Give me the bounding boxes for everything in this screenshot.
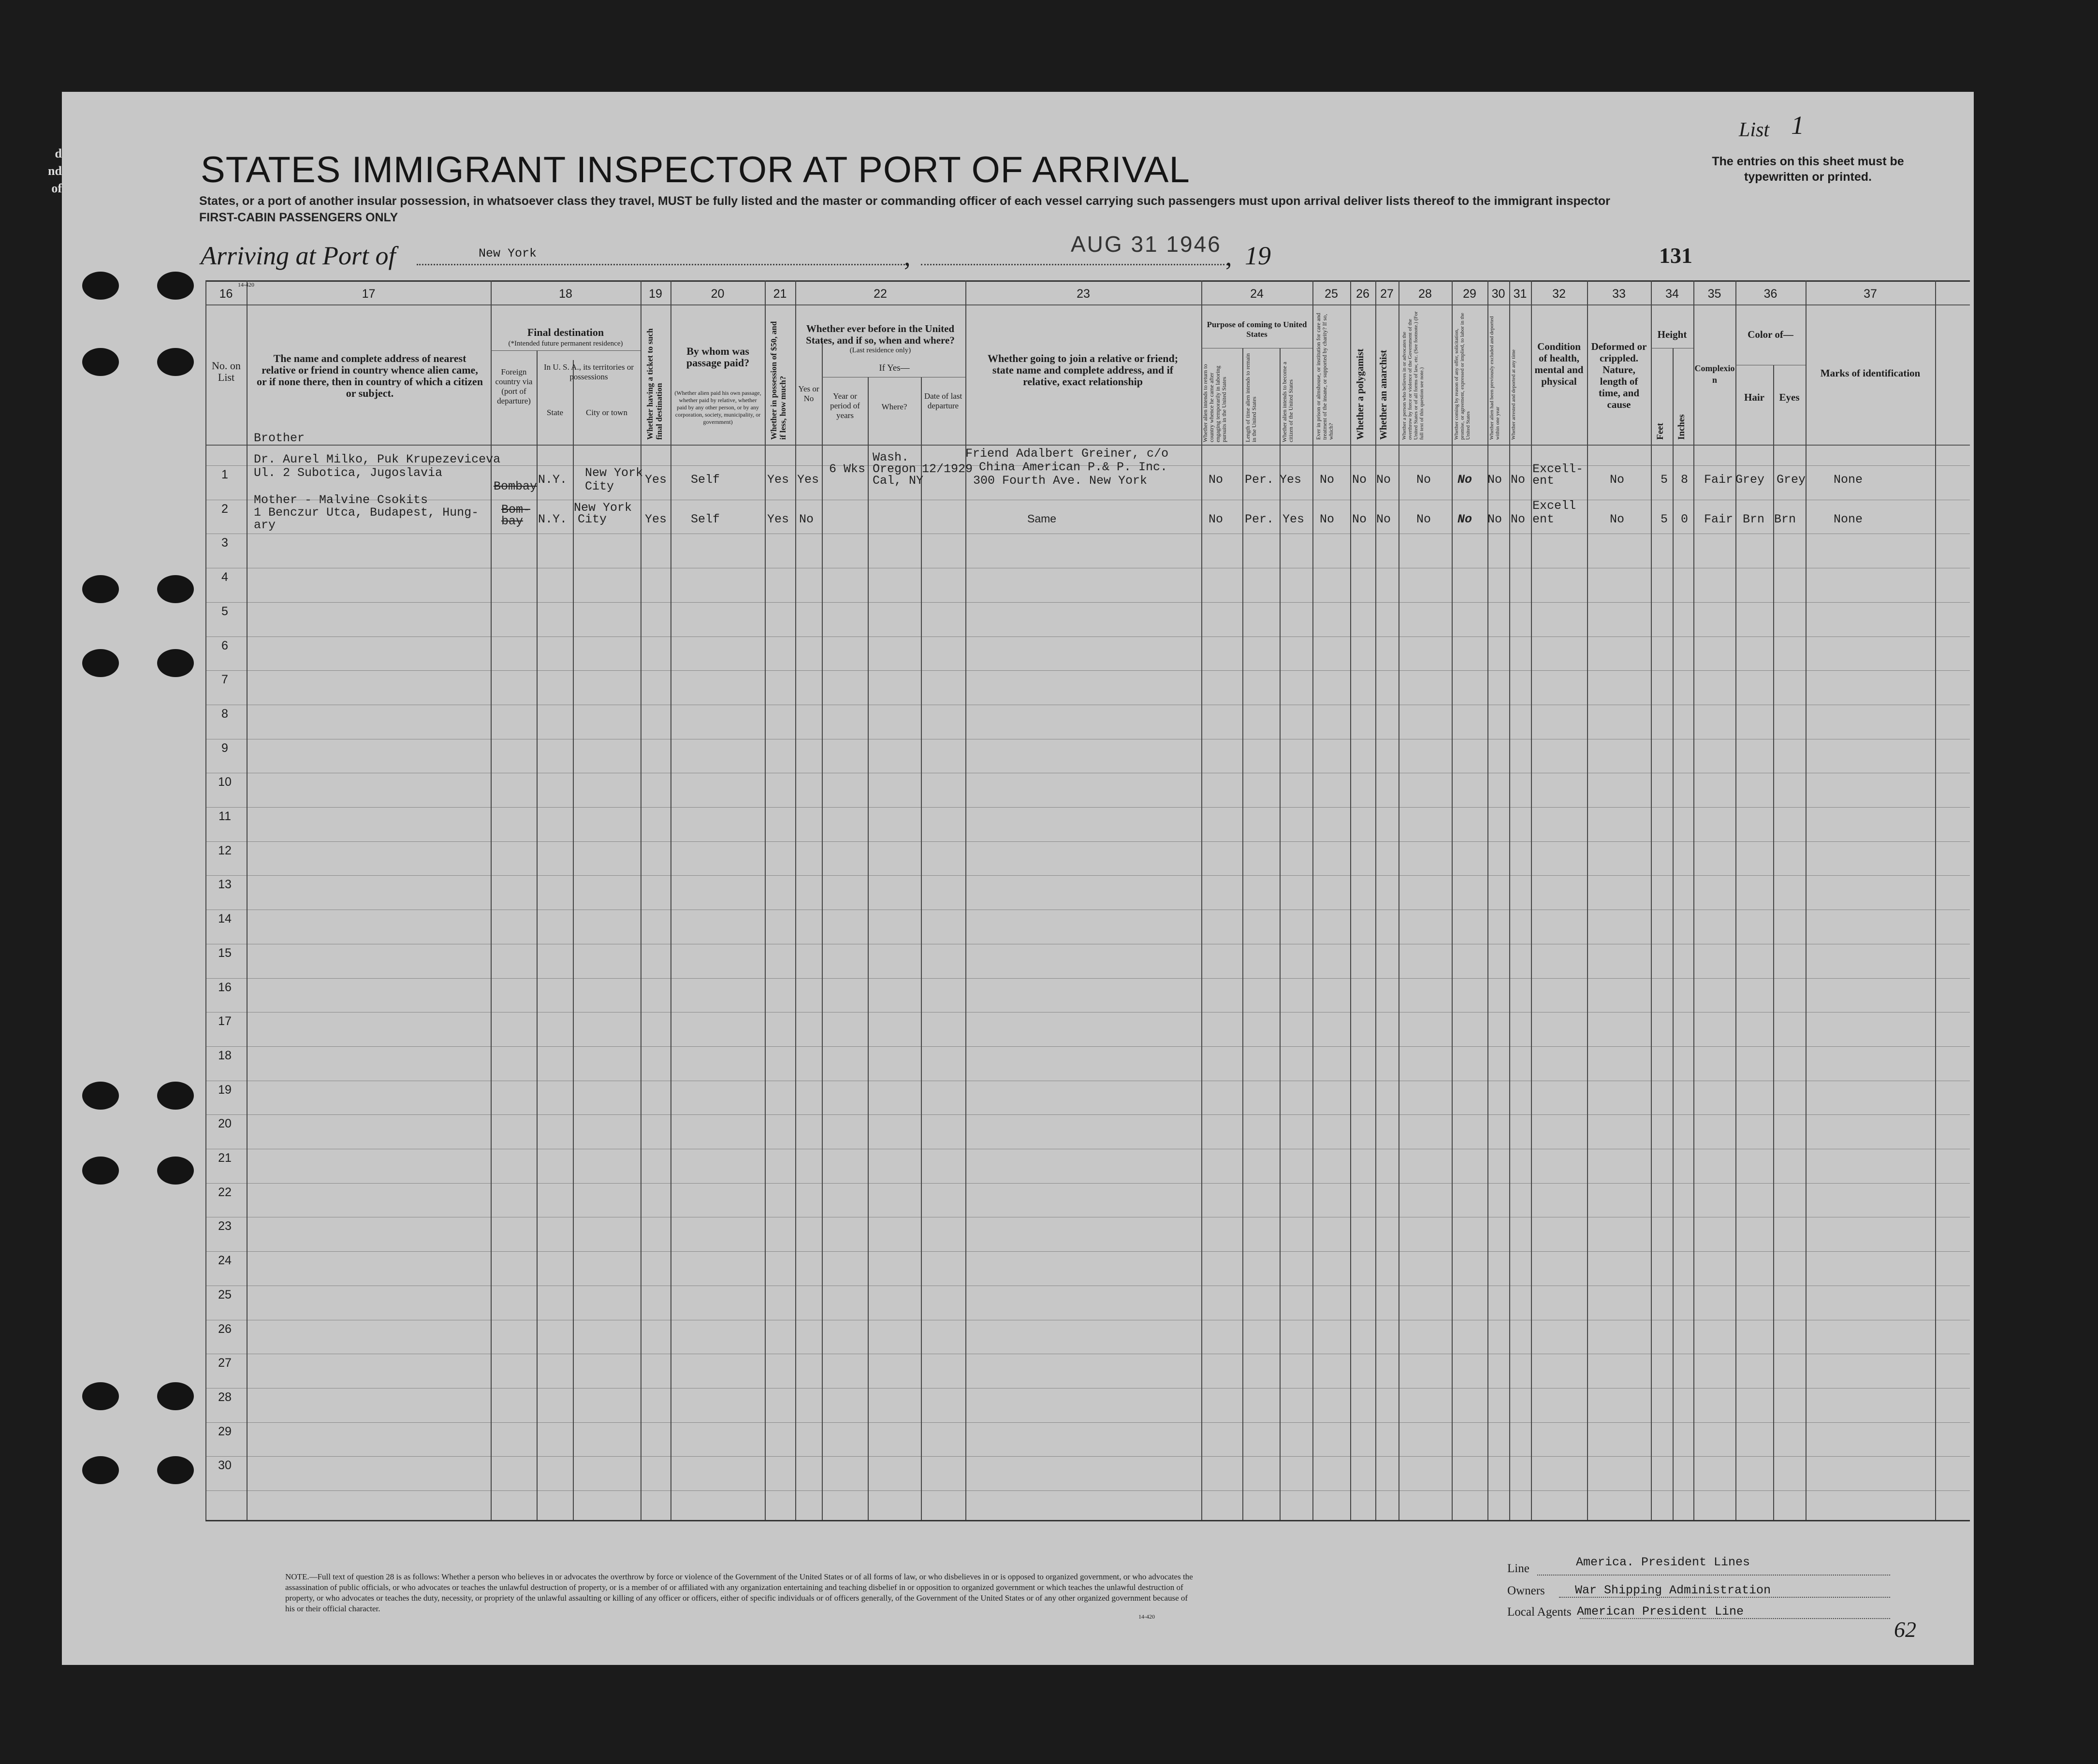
column-number: 29 bbox=[1463, 287, 1476, 301]
header-feet: Feet bbox=[1655, 423, 1665, 440]
line-dotted-rule bbox=[1537, 1575, 1890, 1576]
punch-hole bbox=[82, 348, 119, 376]
column-number: 25 bbox=[1325, 287, 1338, 301]
eyes-entry: Brn bbox=[1774, 512, 1796, 526]
header-final-destination: Final destination bbox=[527, 326, 604, 338]
polygamist-entry: No bbox=[1352, 473, 1367, 487]
punch-hole bbox=[82, 1157, 119, 1185]
fifty-entry: Yes bbox=[767, 512, 789, 526]
joining-entry: 300 Fourth Ave. New York bbox=[973, 474, 1148, 488]
header-hair: Hair bbox=[1744, 391, 1764, 403]
header-state: State bbox=[547, 408, 563, 417]
column-rule bbox=[1375, 280, 1376, 1520]
first-cabin-label: FIRST-CABIN PASSENGERS ONLY bbox=[199, 211, 398, 224]
header-if-yes: If Yes— bbox=[879, 363, 910, 373]
column-rule bbox=[1673, 348, 1674, 1520]
column-rule bbox=[1280, 348, 1281, 1520]
complexion-entry: Fair bbox=[1704, 512, 1734, 526]
port-value: New York bbox=[479, 246, 537, 260]
punch-hole bbox=[157, 348, 194, 376]
overthrow-entry: No bbox=[1416, 473, 1431, 487]
city-entry: New York bbox=[574, 501, 632, 515]
header-purpose: Purpose of coming to United States bbox=[1207, 320, 1307, 339]
purpose-length-entry: Per. bbox=[1245, 473, 1274, 487]
punch-hole bbox=[82, 1382, 119, 1410]
punch-hole bbox=[82, 272, 119, 300]
hair-entry: Grey bbox=[1735, 473, 1765, 487]
table-bottom-rule bbox=[205, 1520, 1970, 1521]
header-marks: Marks of identification bbox=[1820, 367, 1921, 379]
header-joining: Whether going to join a relative or friend; state name and complete address, and if relative, exact relationship bbox=[987, 352, 1179, 388]
row-rule bbox=[205, 1183, 1970, 1184]
where-entry: Cal, NY bbox=[873, 474, 924, 488]
row-rule bbox=[205, 1456, 1970, 1457]
column-rule bbox=[921, 377, 922, 1520]
overthrow-entry: No bbox=[1416, 512, 1431, 526]
row-number: 6 bbox=[221, 638, 228, 652]
complexion-entry: Fair bbox=[1704, 473, 1734, 487]
table-top-rule bbox=[205, 280, 1970, 282]
header-ever-before-note: (Last residence only) bbox=[849, 347, 911, 354]
column-rule bbox=[1350, 280, 1351, 1520]
column-rule bbox=[247, 280, 248, 1520]
arriving-label: Arriving at Port of bbox=[201, 241, 396, 270]
header-deported: Whether arrested and deported at any time bbox=[1511, 349, 1516, 440]
marks-entry: None bbox=[1834, 512, 1863, 526]
header-final-destination-note: (*Intended future permanent residence) bbox=[508, 340, 623, 347]
row-rule bbox=[205, 602, 1970, 603]
column-rule bbox=[1806, 280, 1807, 1520]
header-where: Where? bbox=[881, 402, 907, 411]
header-purpose-return: Whether alien intends to return to country whence he came after engaging temporarily in laboring pursuits in the United States bbox=[1202, 364, 1227, 442]
line-label: Line bbox=[1507, 1562, 1530, 1575]
row-number: 12 bbox=[218, 843, 232, 857]
period-entry: 6 Wks bbox=[829, 462, 866, 476]
anarchist-entry: No bbox=[1376, 512, 1391, 526]
header-relative-friend: The name and complete address of nearest relative or friend in country whence alien came, or if none there, then in country of which a citizen or subject. bbox=[257, 352, 483, 399]
column-number: 23 bbox=[1077, 287, 1090, 301]
header-color-of: Color of— bbox=[1748, 329, 1793, 340]
form-code: 14-420 bbox=[1138, 1613, 1155, 1620]
column-rule bbox=[573, 360, 574, 1520]
punch-hole bbox=[157, 1382, 194, 1410]
header-anarchist: Whether an anarchist bbox=[1378, 350, 1389, 440]
row-rule bbox=[205, 875, 1970, 876]
health-entry: ent bbox=[1532, 512, 1555, 526]
column-number: 18 bbox=[559, 287, 572, 301]
column-number-rule bbox=[205, 304, 1970, 305]
ever-before-entry: No bbox=[799, 512, 814, 526]
row-number: 4 bbox=[221, 570, 228, 584]
inches-entry: 8 bbox=[1681, 473, 1689, 487]
row-number: 20 bbox=[218, 1117, 232, 1131]
row-number: 26 bbox=[218, 1322, 232, 1336]
punch-hole bbox=[157, 575, 194, 603]
row-number: 19 bbox=[218, 1083, 232, 1097]
comma-separator: , bbox=[904, 242, 911, 271]
health-entry: Excell- bbox=[1532, 462, 1584, 476]
column-rule bbox=[1201, 280, 1202, 1520]
column-number: 28 bbox=[1418, 287, 1432, 301]
row-number: 8 bbox=[221, 707, 228, 721]
page-number: 131 bbox=[1659, 243, 1692, 268]
header-labor-offer: Whether coming by reason of any offer, solicitation, promise, or agreement, expressed or implied, to labor in the United States bbox=[1454, 313, 1471, 440]
header-eyes: Eyes bbox=[1779, 391, 1800, 403]
purpose-return-entry: No bbox=[1209, 473, 1224, 487]
relation-entry: Mother - Malvine Csokits bbox=[254, 493, 428, 507]
date-stamp: AUG 31 1946 bbox=[1071, 231, 1222, 257]
header-polygamist: Whether a polygamist bbox=[1355, 348, 1366, 440]
row-number: 17 bbox=[218, 1014, 232, 1028]
footnote-question-28: NOTE.—Full text of question 28 is as follows: Whether a person who believes in or advocates the overthrow by force or violence of the Government of the United States or of all forms of law, or who disbelieves in or is opposed to organized government, or who advocates the assassination of public officials, or who advocates or teaches the unlawful destruction of property, or is a member of or affiliated with any organization entertaining and teaching disbelief in or opposition to organized government or which teaches the unlawful destruction of property, or who advocates or teaches the duty, necessity, or propriety of the unlawful assaulting or killing of any officer or officers, either of specific individuals or of officers generally, of the Government of the United States or of any other organized government because of his or their official character. bbox=[285, 1572, 1193, 1613]
row-number: 27 bbox=[218, 1356, 232, 1370]
comma-separator: , bbox=[1225, 242, 1232, 271]
row-rule bbox=[205, 1251, 1970, 1252]
column-number: 17 bbox=[362, 287, 376, 301]
punch-hole bbox=[82, 1082, 119, 1110]
column-rule bbox=[1651, 280, 1652, 1520]
header-height: Height bbox=[1657, 329, 1687, 340]
deported-entry: No bbox=[1511, 512, 1526, 526]
row-rule bbox=[205, 1422, 1970, 1423]
header-bottom-rule bbox=[205, 445, 1970, 446]
relation-entry: Brother bbox=[254, 431, 305, 445]
row-number: 7 bbox=[221, 673, 228, 687]
punch-hole bbox=[82, 575, 119, 603]
health-entry: ent bbox=[1532, 474, 1555, 488]
date-dotted-line bbox=[921, 264, 1228, 265]
purpose-length-entry: Per. bbox=[1245, 512, 1274, 526]
column-rule bbox=[1693, 280, 1694, 1520]
header-city: City or town bbox=[586, 408, 627, 417]
column-number: 31 bbox=[1513, 287, 1527, 301]
column-number: 24 bbox=[1250, 287, 1264, 301]
excluded-entry: No bbox=[1487, 473, 1502, 487]
column-number: 36 bbox=[1763, 287, 1777, 301]
ticket-entry: Yes bbox=[645, 473, 667, 487]
inches-entry: 0 bbox=[1681, 512, 1689, 526]
row-number: 9 bbox=[221, 741, 228, 755]
row-number: 30 bbox=[218, 1459, 232, 1473]
punch-hole bbox=[82, 1456, 119, 1484]
header-sub-rule bbox=[491, 350, 641, 351]
paid-by-entry: Self bbox=[691, 473, 720, 487]
relative-address-entry: Ul. 2 Subotica, Jugoslavia bbox=[254, 466, 443, 480]
form-subtitle: States, or a port of another insular possession, in whatsoever class they travel, MUST be fully listed and the master or commanding officer of each vessel carrying such passengers must upon arrival deliver lists thereof to the immigrant inspector bbox=[199, 194, 1610, 208]
row-rule bbox=[205, 807, 1970, 808]
column-number: 20 bbox=[711, 287, 725, 301]
column-rule bbox=[1509, 280, 1510, 1520]
entries-note: The entries on this sheet must be typewritten or printed. bbox=[1712, 155, 1904, 184]
column-number: 33 bbox=[1612, 287, 1626, 301]
column-number: 26 bbox=[1356, 287, 1370, 301]
eyes-entry: Grey bbox=[1777, 473, 1806, 487]
agents-label: Local Agents bbox=[1507, 1605, 1572, 1619]
fifty-entry: Yes bbox=[767, 473, 789, 487]
torn-edge-text: d nd of bbox=[48, 146, 62, 195]
anarchist-entry: No bbox=[1376, 473, 1391, 487]
manifest-table bbox=[205, 280, 1970, 1520]
header-by-whom: By whom was passage paid? bbox=[686, 345, 750, 369]
city-entry: City bbox=[585, 479, 614, 493]
column-number: 27 bbox=[1380, 287, 1394, 301]
column-number: 22 bbox=[874, 287, 887, 301]
form-title: STATES IMMIGRANT INSPECTOR AT PORT OF ARRIVAL bbox=[201, 149, 1190, 190]
relative-address-entry: Dr. Aurel Milko, Puk Krupezeviceva bbox=[254, 452, 501, 466]
column-rule bbox=[1773, 365, 1774, 1520]
header-no-on-list: No. on List bbox=[212, 360, 241, 383]
header-purpose-citizen: Whether alien intends to become a citizen of the United States bbox=[1281, 361, 1294, 442]
paid-by-entry: Self bbox=[691, 512, 720, 526]
feet-entry: 5 bbox=[1661, 473, 1668, 487]
row-rule bbox=[205, 978, 1970, 979]
header-year-period: Year or period of years bbox=[830, 391, 860, 420]
city-entry: New York bbox=[585, 466, 643, 480]
row-number: 11 bbox=[219, 810, 231, 823]
row-number: 13 bbox=[218, 878, 232, 892]
punch-hole bbox=[157, 649, 194, 677]
column-number: 34 bbox=[1665, 287, 1679, 301]
labor-offer-entry: No bbox=[1457, 512, 1472, 526]
column-rule bbox=[670, 280, 671, 1520]
column-rule bbox=[1587, 280, 1588, 1520]
row-number: 28 bbox=[218, 1390, 232, 1404]
row-number: 21 bbox=[218, 1151, 232, 1165]
column-rule bbox=[765, 280, 766, 1520]
prison-entry: No bbox=[1320, 473, 1335, 487]
header-overthrow: Whether a person who believes in or advocates the overthrow by force or violence of the Government of the United States or of all forms of law, etc. (See footnote.) (For full text of this question see note.) bbox=[1401, 311, 1425, 440]
row-number: 14 bbox=[218, 912, 232, 926]
row-number: 10 bbox=[218, 775, 232, 789]
row-number: 25 bbox=[218, 1287, 232, 1301]
corner-handwritten-mark: 62 bbox=[1894, 1617, 1916, 1642]
labor-offer-entry: No bbox=[1457, 473, 1472, 487]
column-rule bbox=[1735, 280, 1736, 1520]
punch-hole bbox=[157, 1157, 194, 1185]
header-deformed: Deformed or crippled. Nature, length of time, and cause bbox=[1591, 341, 1647, 410]
column-rule bbox=[1935, 280, 1936, 1520]
excluded-entry: No bbox=[1487, 512, 1502, 526]
row-number: 2 bbox=[221, 502, 228, 516]
row-number: 5 bbox=[221, 604, 228, 618]
joining-entry: China American P.& P. Inc. bbox=[979, 460, 1168, 474]
row-number: 1 bbox=[221, 468, 228, 481]
deported-entry: No bbox=[1511, 473, 1526, 487]
column-rule bbox=[1242, 348, 1243, 1520]
foreign-port-entry: bay bbox=[501, 514, 524, 528]
header-prison: Ever in prison or almshouse, or institution for care and treatment of the insane, or supported by charity? If so, which? bbox=[1315, 313, 1334, 440]
where-entry: Oregon bbox=[873, 462, 917, 476]
punch-hole bbox=[157, 272, 194, 300]
row-number: 29 bbox=[218, 1424, 232, 1438]
column-rule bbox=[1452, 280, 1453, 1520]
city-entry: City bbox=[578, 512, 607, 526]
row-number: 15 bbox=[218, 946, 232, 960]
feet-entry: 5 bbox=[1661, 512, 1668, 526]
header-inches: Inches bbox=[1676, 414, 1687, 440]
header-foreign-country: Foreign country via (port of departure) bbox=[495, 367, 533, 405]
foreign-port-entry: Bom- bbox=[501, 503, 531, 517]
column-rule bbox=[795, 280, 796, 1520]
owners-value: War Shipping Administration bbox=[1575, 1583, 1771, 1597]
row-rule bbox=[205, 670, 1970, 671]
health-entry: Excell bbox=[1532, 499, 1576, 513]
row-number: 24 bbox=[218, 1254, 232, 1268]
column-rule bbox=[868, 377, 869, 1520]
polygamist-entry: No bbox=[1352, 512, 1367, 526]
ticket-entry: Yes bbox=[645, 512, 667, 526]
punch-hole bbox=[82, 649, 119, 677]
row-number: 23 bbox=[218, 1219, 232, 1233]
header-excluded: Whether alien had been previously excluded and deported within one year bbox=[1489, 316, 1501, 440]
column-number: 16 bbox=[219, 287, 233, 301]
header-complexion: Complexion bbox=[1694, 363, 1735, 385]
header-ever-before: Whether ever before in the United States, and if so, when and where? bbox=[806, 323, 955, 346]
column-rule bbox=[1312, 280, 1313, 1520]
list-label: List bbox=[1739, 119, 1770, 141]
list-number: 1 bbox=[1791, 111, 1804, 140]
prison-entry: No bbox=[1320, 512, 1335, 526]
column-number: 32 bbox=[1552, 287, 1566, 301]
deformed-entry: No bbox=[1610, 512, 1625, 526]
column-rule bbox=[822, 341, 823, 1520]
column-rule bbox=[537, 350, 538, 1520]
header-fifty-dollars: Whether in possession of $50, and if less, how much? bbox=[769, 321, 787, 440]
state-entry: N.Y. bbox=[538, 512, 568, 526]
purpose-citizen-entry: Yes bbox=[1280, 473, 1302, 487]
column-number: 30 bbox=[1491, 287, 1505, 301]
deformed-entry: No bbox=[1610, 473, 1625, 487]
foreign-port-entry: Bombay bbox=[494, 479, 538, 493]
owners-label: Owners bbox=[1507, 1584, 1545, 1597]
port-dotted-line bbox=[417, 264, 905, 265]
row-number: 3 bbox=[221, 536, 228, 550]
where-entry: Wash. bbox=[873, 450, 909, 464]
row-rule bbox=[205, 841, 1970, 842]
joining-entry: Same bbox=[1027, 512, 1057, 525]
column-number: 21 bbox=[773, 287, 787, 301]
year-label: 19 bbox=[1245, 241, 1271, 270]
punch-hole bbox=[157, 1082, 194, 1110]
purpose-return-entry: No bbox=[1209, 512, 1224, 526]
line-value: America. President Lines bbox=[1576, 1555, 1750, 1569]
header-health: Condition of health, mental and physical bbox=[1534, 341, 1584, 387]
row-number: 18 bbox=[218, 1048, 232, 1062]
header-purpose-length: Length of time alien intends to remain in the United States bbox=[1244, 353, 1257, 442]
column-number: 37 bbox=[1864, 287, 1877, 301]
header-ticket: Whether having a ticket to such final destination bbox=[645, 328, 664, 440]
row-number: 16 bbox=[218, 980, 232, 994]
row-rule bbox=[205, 1490, 1970, 1491]
row-rule bbox=[205, 1046, 1970, 1047]
column-number: 19 bbox=[649, 287, 662, 301]
header-date-departure: Date of last departure bbox=[924, 391, 962, 410]
row-rule bbox=[205, 1114, 1970, 1115]
header-yes-no: Yes or No bbox=[798, 384, 819, 403]
punch-hole bbox=[157, 1456, 194, 1484]
row-number: 22 bbox=[218, 1185, 232, 1199]
state-entry: N.Y. bbox=[538, 473, 568, 487]
column-rule bbox=[1531, 280, 1532, 1520]
row-rule bbox=[205, 636, 1970, 637]
purpose-citizen-entry: Yes bbox=[1282, 512, 1305, 526]
relative-address-entry: 1 Benczur Utca, Budapest, Hung- bbox=[254, 506, 479, 520]
header-in-usa: In U. S. A., its territories or possessions bbox=[543, 362, 634, 381]
column-rule bbox=[1487, 280, 1488, 1520]
departure-entry: 12/1929 bbox=[922, 462, 973, 476]
joining-entry: Friend Adalbert Greiner, c/o bbox=[965, 447, 1169, 461]
header-by-whom-note: (Whether alien paid his own passage, whether paid by relative, whether paid by any other person, or by any corporation, society, municipality, or government) bbox=[674, 390, 761, 425]
column-number: 35 bbox=[1707, 287, 1721, 301]
ever-before-entry: Yes bbox=[797, 473, 819, 487]
hair-entry: Brn bbox=[1743, 512, 1765, 526]
relative-address-entry: ary bbox=[254, 518, 276, 532]
marks-entry: None bbox=[1834, 473, 1863, 487]
agents-value: American President Line bbox=[1577, 1605, 1744, 1619]
form-code: 14-420 bbox=[238, 281, 254, 288]
